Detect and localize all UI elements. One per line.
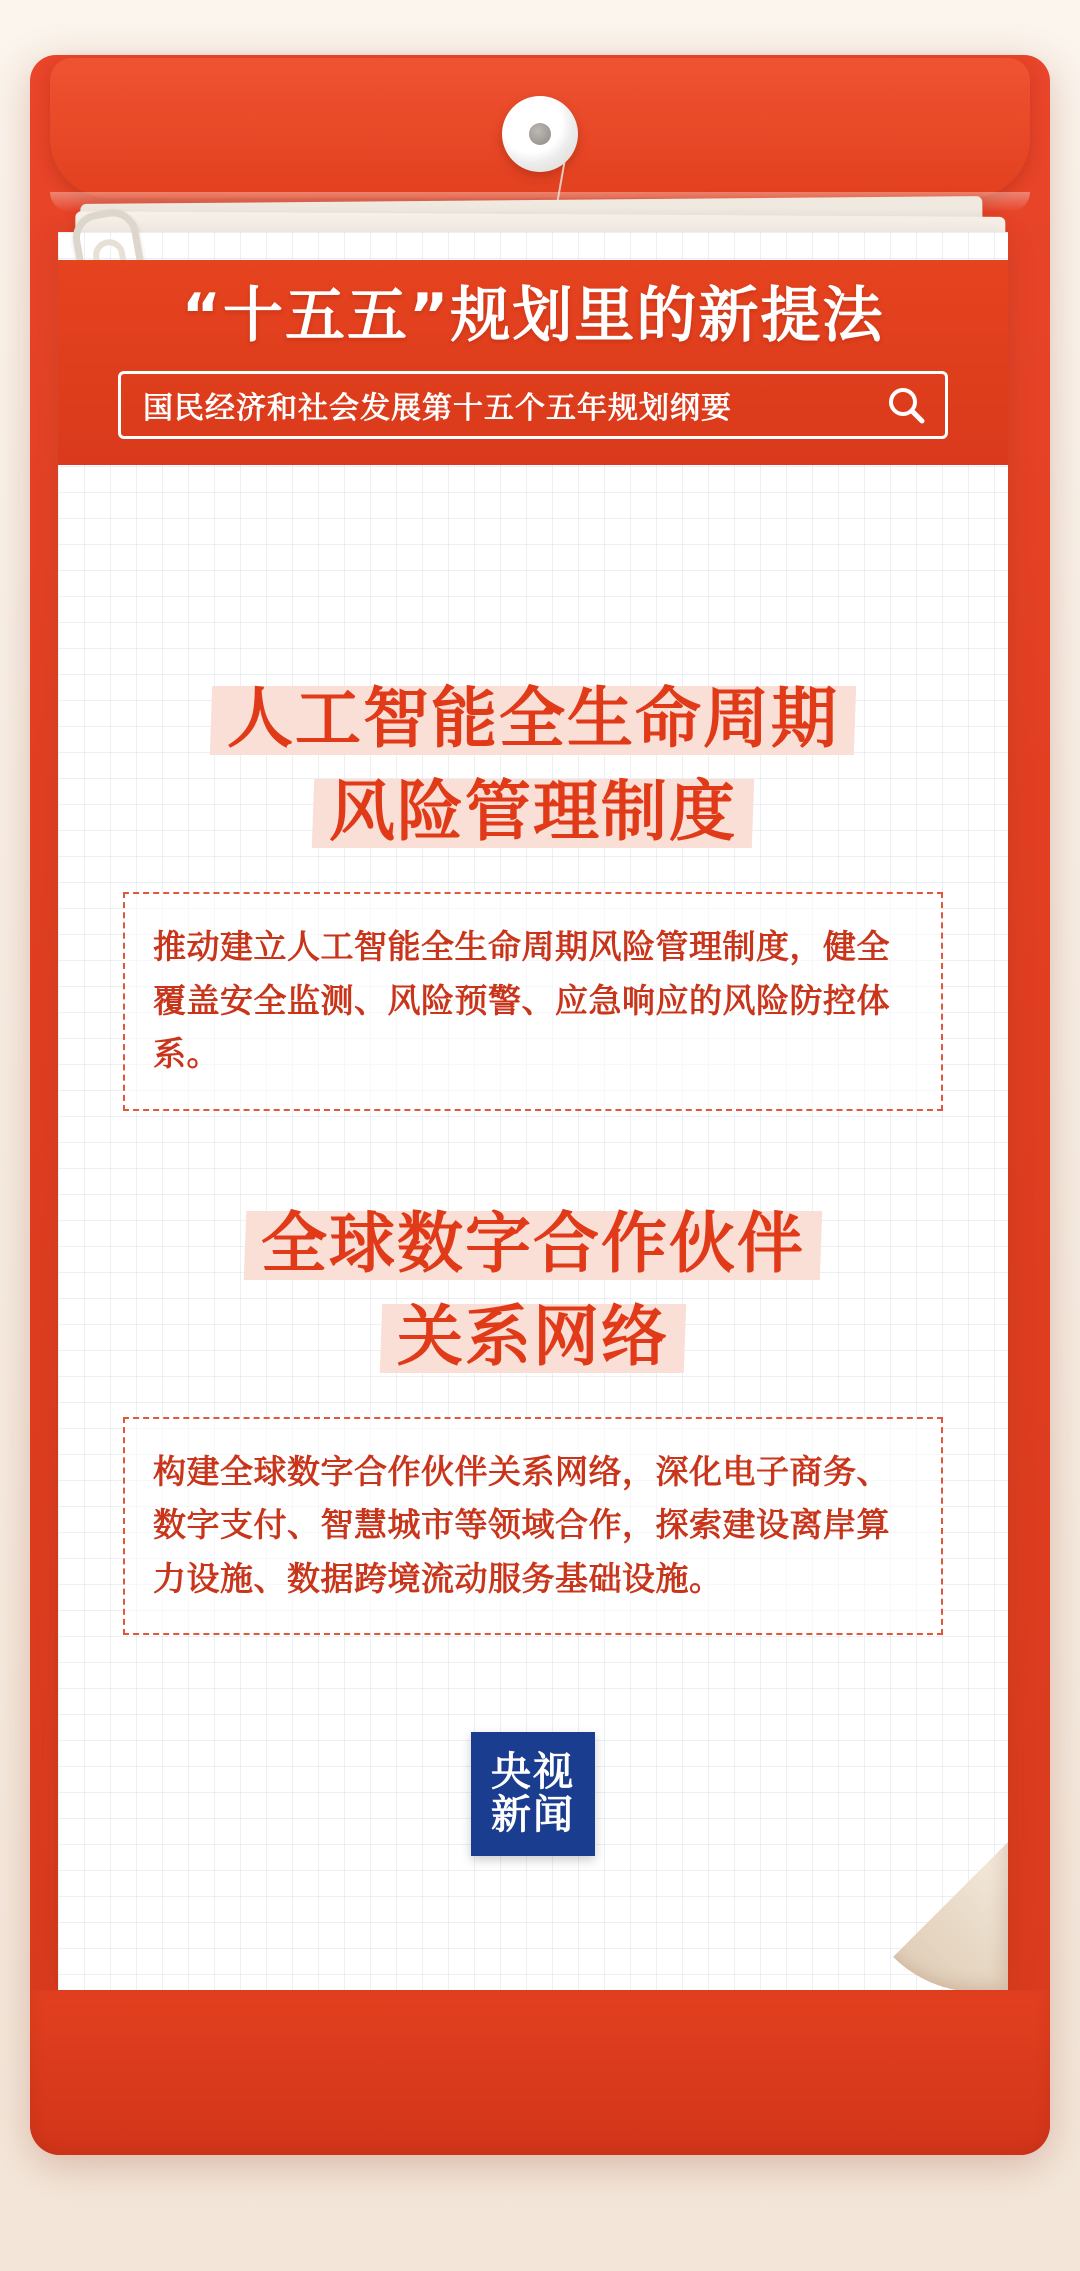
header-band [58,260,1008,465]
headline-line: 全球数字合作伙伴 [251,1197,815,1290]
folder-clasp-icon [502,96,578,172]
headline-line: 风险管理制度 [319,765,747,858]
page-curl [858,1842,1008,1992]
folder-bottom-lip [30,1990,1050,2155]
logo-line-2: 新闻 [491,1792,575,1838]
section-1-headline [58,672,1008,858]
headline-line: 人工智能全生命周期 [217,672,849,765]
subtitle-text: 国民经济和社会发展第十五个五年规划纲要 [143,391,732,426]
section-1-note [123,892,943,1110]
section-2-headline [58,1197,1008,1383]
subtitle-bar [118,371,948,439]
section-2-body: 构建全球数字合作伙伴关系网络，深化电子商务、数字支付、智慧城市等领域合作，探索建设离岸算力设施、数据跨境流动服务基础设施。 [153,1451,890,1598]
content-area [58,672,1008,1635]
search-icon[interactable] [883,382,929,428]
headline-line: 关系网络 [387,1290,679,1383]
main-paper-sheet [58,232,1008,1992]
logo-line-1: 央视 [491,1748,575,1795]
section-2-note [123,1417,943,1635]
section-1-body: 推动建立人工智能全生命周期风险管理制度，健全覆盖安全监测、风险预警、应急响应的风险防控体系。 [153,927,890,1074]
cctv-news-logo [471,1732,595,1856]
page-title: “十五五”规划里的新提法 [181,281,885,351]
